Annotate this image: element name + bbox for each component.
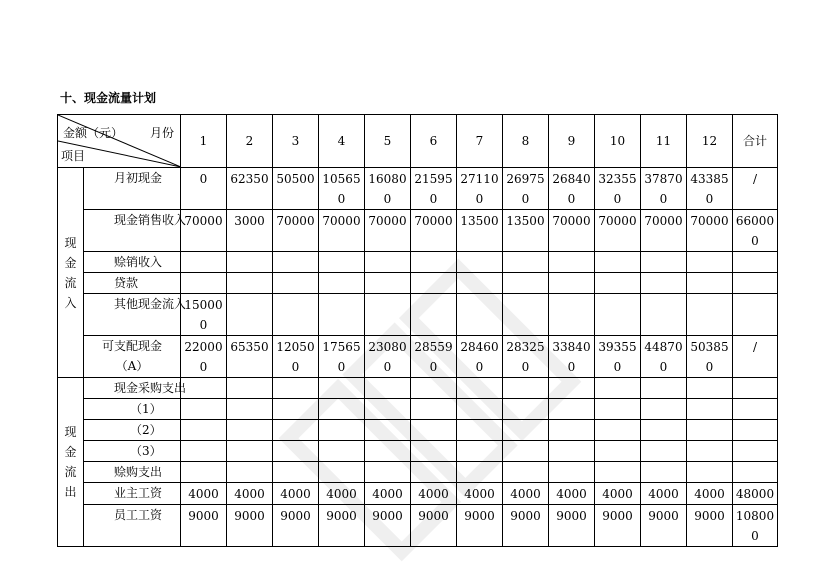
value-cell — [687, 294, 733, 336]
header-row — [58, 115, 778, 168]
table-row — [58, 252, 778, 273]
value-cell: 284600 — [457, 336, 503, 378]
inflow-group-char: 流 — [64, 275, 77, 290]
value-cell: 660000 — [733, 210, 778, 252]
value-cell: 323550 — [595, 168, 641, 210]
value-cell: 4000 — [319, 483, 365, 505]
value-cell — [595, 252, 641, 273]
value-cell — [595, 399, 641, 420]
value-cell: 4000 — [549, 483, 595, 505]
value-cell: 150000 — [181, 294, 227, 336]
row-label-text: 员工工资 — [114, 508, 163, 522]
amount-label: 金额（元） — [63, 126, 124, 140]
month-header-1: 1 — [181, 115, 227, 168]
value-cell — [503, 420, 549, 441]
value-cell — [641, 441, 687, 462]
value-cell — [411, 441, 457, 462]
value-cell: 70000 — [549, 210, 595, 252]
value-cell — [549, 399, 595, 420]
outflow-group-char: 出 — [64, 485, 77, 499]
value-cell — [319, 462, 365, 483]
row-label-text: 现金销售收入 — [114, 213, 187, 227]
outflow-group-char: 现 — [64, 425, 77, 439]
value-cell: 65350 — [227, 336, 273, 378]
value-cell — [181, 273, 227, 294]
row-label — [84, 273, 181, 294]
value-cell: / — [733, 168, 778, 210]
value-cell — [273, 420, 319, 441]
value-cell — [687, 378, 733, 399]
row-label-text: 业主工资 — [114, 486, 163, 500]
value-cell: 9000 — [181, 505, 227, 547]
value-cell: 393550 — [595, 336, 641, 378]
value-cell — [549, 294, 595, 336]
value-cell — [687, 462, 733, 483]
row-label-text: 月初现金 — [114, 171, 163, 185]
value-cell — [503, 294, 549, 336]
value-cell — [733, 378, 778, 399]
value-cell: 230800 — [365, 336, 411, 378]
value-cell — [227, 399, 273, 420]
value-cell — [181, 462, 227, 483]
value-cell: 70000 — [411, 210, 457, 252]
table-row — [58, 399, 778, 420]
value-cell: 48000 — [733, 483, 778, 505]
value-cell: 120500 — [273, 336, 319, 378]
value-cell — [641, 378, 687, 399]
value-cell — [503, 378, 549, 399]
value-cell: 338400 — [549, 336, 595, 378]
value-cell — [319, 273, 365, 294]
row-label — [84, 505, 181, 547]
month-header-5: 5 — [365, 115, 411, 168]
value-cell — [365, 252, 411, 273]
value-cell: 13500 — [503, 210, 549, 252]
value-cell — [411, 252, 457, 273]
value-cell — [365, 399, 411, 420]
row-label-text: （3） — [130, 444, 162, 458]
value-cell — [227, 252, 273, 273]
row-label — [84, 168, 181, 210]
value-cell — [227, 378, 273, 399]
value-cell: 4000 — [641, 483, 687, 505]
value-cell — [273, 378, 319, 399]
value-cell: 9000 — [365, 505, 411, 547]
month-label: 月份 — [149, 126, 174, 140]
table-row — [58, 336, 778, 378]
value-cell — [503, 462, 549, 483]
table-row — [58, 420, 778, 441]
inflow-group-char: 现 — [64, 235, 77, 250]
row-label — [84, 294, 187, 336]
value-cell: 70000 — [595, 210, 641, 252]
value-cell: 4000 — [595, 483, 641, 505]
value-cell: 271100 — [457, 168, 503, 210]
value-cell — [457, 462, 503, 483]
value-cell — [733, 462, 778, 483]
value-cell — [411, 462, 457, 483]
outflow-group-label — [58, 378, 84, 547]
value-cell — [641, 252, 687, 273]
value-cell — [595, 420, 641, 441]
value-cell: 503850 — [687, 336, 733, 378]
value-cell — [181, 441, 227, 462]
cash-flow-table — [57, 114, 778, 547]
row-label — [84, 252, 181, 273]
value-cell — [595, 462, 641, 483]
value-cell — [273, 273, 319, 294]
value-cell — [319, 378, 365, 399]
inflow-group-char: 金 — [64, 255, 77, 270]
row-label — [84, 420, 181, 441]
value-cell — [411, 273, 457, 294]
value-cell: 4000 — [503, 483, 549, 505]
value-cell — [733, 294, 778, 336]
month-header-13: 合计 — [733, 115, 778, 168]
value-cell — [365, 378, 411, 399]
table-row — [58, 378, 778, 399]
value-cell: 9000 — [595, 505, 641, 547]
value-cell: 62350 — [227, 168, 273, 210]
value-cell — [733, 273, 778, 294]
value-cell — [227, 462, 273, 483]
value-cell: 50500 — [273, 168, 319, 210]
month-header-10: 10 — [595, 115, 641, 168]
value-cell — [549, 273, 595, 294]
row-label-text: 现金采购支出 — [114, 381, 187, 395]
value-cell — [457, 420, 503, 441]
value-cell — [319, 399, 365, 420]
row-label — [84, 399, 181, 420]
value-cell — [733, 399, 778, 420]
value-cell: 283250 — [503, 336, 549, 378]
row-label-text: （1） — [130, 402, 162, 416]
value-cell — [595, 378, 641, 399]
row-label — [84, 378, 187, 399]
value-cell — [411, 378, 457, 399]
month-header-6: 6 — [411, 115, 457, 168]
section-title: 十、现金流量计划 — [60, 91, 157, 105]
value-cell — [595, 441, 641, 462]
value-cell — [365, 273, 411, 294]
row-label-text: （2） — [130, 423, 162, 437]
value-cell: 13500 — [457, 210, 503, 252]
value-cell — [595, 294, 641, 336]
value-cell — [641, 399, 687, 420]
value-cell: 9000 — [641, 505, 687, 547]
row-label-text: 贷款 — [114, 276, 139, 290]
value-cell — [365, 420, 411, 441]
value-cell — [411, 399, 457, 420]
value-cell — [595, 273, 641, 294]
table-row — [58, 168, 778, 210]
value-cell — [181, 378, 227, 399]
table-row — [58, 273, 778, 294]
row-label — [84, 441, 181, 462]
value-cell — [733, 420, 778, 441]
value-cell — [273, 252, 319, 273]
value-cell — [549, 420, 595, 441]
value-cell — [365, 462, 411, 483]
value-cell: 268400 — [549, 168, 595, 210]
value-cell — [273, 399, 319, 420]
row-label — [84, 462, 181, 483]
value-cell — [503, 273, 549, 294]
value-cell — [319, 294, 365, 336]
value-cell — [687, 252, 733, 273]
value-cell — [687, 399, 733, 420]
month-header-7: 7 — [457, 115, 503, 168]
row-label-text: 可支配现金 — [101, 339, 162, 353]
item-label: 项目 — [61, 149, 86, 163]
value-cell — [181, 399, 227, 420]
value-cell — [319, 441, 365, 462]
value-cell — [549, 378, 595, 399]
value-cell: 9000 — [457, 505, 503, 547]
value-cell: 105650 — [319, 168, 365, 210]
value-cell: 70000 — [641, 210, 687, 252]
month-header-4: 4 — [319, 115, 365, 168]
value-cell: 4000 — [411, 483, 457, 505]
value-cell: 4000 — [227, 483, 273, 505]
value-cell: 108000 — [733, 505, 778, 547]
value-cell: 220000 — [181, 336, 227, 378]
value-cell — [181, 252, 227, 273]
value-cell: 175650 — [319, 336, 365, 378]
value-cell — [641, 420, 687, 441]
month-header-3: 3 — [273, 115, 319, 168]
value-cell — [273, 294, 319, 336]
value-cell — [457, 399, 503, 420]
month-header-11: 11 — [641, 115, 687, 168]
value-cell — [549, 441, 595, 462]
value-cell: 70000 — [687, 210, 733, 252]
value-cell — [733, 441, 778, 462]
value-cell — [319, 252, 365, 273]
value-cell: 3000 — [227, 210, 273, 252]
value-cell — [641, 273, 687, 294]
value-cell — [411, 294, 457, 336]
month-header-12: 12 — [687, 115, 733, 168]
outflow-group-char: 金 — [64, 445, 77, 459]
value-cell: 9000 — [549, 505, 595, 547]
value-cell — [457, 441, 503, 462]
inflow-group-label — [58, 168, 84, 378]
value-cell — [227, 273, 273, 294]
value-cell — [503, 252, 549, 273]
value-cell: 70000 — [319, 210, 365, 252]
value-cell — [365, 294, 411, 336]
value-cell — [227, 294, 273, 336]
value-cell: 9000 — [503, 505, 549, 547]
value-cell — [733, 252, 778, 273]
month-header-9: 9 — [549, 115, 595, 168]
value-cell: 378700 — [641, 168, 687, 210]
value-cell — [227, 441, 273, 462]
value-cell — [549, 462, 595, 483]
table-row — [58, 441, 778, 462]
value-cell — [319, 420, 365, 441]
value-cell — [641, 462, 687, 483]
value-cell — [687, 273, 733, 294]
table-row — [58, 210, 778, 252]
value-cell: 9000 — [273, 505, 319, 547]
value-cell: 215950 — [411, 168, 457, 210]
table-row — [58, 483, 778, 505]
value-cell — [273, 462, 319, 483]
value-cell — [687, 441, 733, 462]
diagonal-header-cell — [58, 115, 181, 168]
value-cell: 9000 — [227, 505, 273, 547]
row-label-text: 赊销收入 — [114, 255, 163, 269]
value-cell: 4000 — [687, 483, 733, 505]
value-cell: 70000 — [273, 210, 319, 252]
month-header-2: 2 — [227, 115, 273, 168]
value-cell: 4000 — [181, 483, 227, 505]
value-cell: 70000 — [181, 210, 227, 252]
value-cell: 70000 — [365, 210, 411, 252]
table-row — [58, 294, 778, 336]
outflow-group-char: 流 — [64, 465, 77, 479]
value-cell: / — [733, 336, 778, 378]
inflow-group-char: 入 — [64, 295, 77, 310]
row-label-text-2: （A） — [115, 359, 149, 373]
value-cell — [503, 441, 549, 462]
value-cell — [227, 420, 273, 441]
row-label-text: 赊购支出 — [114, 465, 163, 479]
value-cell: 4000 — [457, 483, 503, 505]
value-cell — [687, 420, 733, 441]
value-cell: 448700 — [641, 336, 687, 378]
value-cell: 9000 — [319, 505, 365, 547]
value-cell — [273, 441, 319, 462]
value-cell: 160800 — [365, 168, 411, 210]
row-label — [84, 210, 187, 252]
value-cell — [365, 441, 411, 462]
table-row — [58, 462, 778, 483]
value-cell — [411, 420, 457, 441]
row-label — [84, 336, 181, 378]
value-cell: 4000 — [365, 483, 411, 505]
value-cell: 269750 — [503, 168, 549, 210]
value-cell: 0 — [181, 168, 227, 210]
row-label — [84, 483, 181, 505]
value-cell — [457, 252, 503, 273]
value-cell — [503, 399, 549, 420]
value-cell: 433850 — [687, 168, 733, 210]
value-cell: 285590 — [411, 336, 457, 378]
table-row — [58, 505, 778, 547]
row-label-text: 其他现金流入 — [114, 297, 187, 311]
value-cell — [181, 420, 227, 441]
month-header-8: 8 — [503, 115, 549, 168]
value-cell: 9000 — [411, 505, 457, 547]
value-cell: 4000 — [273, 483, 319, 505]
value-cell — [457, 294, 503, 336]
value-cell — [549, 252, 595, 273]
value-cell: 9000 — [687, 505, 733, 547]
value-cell — [457, 378, 503, 399]
value-cell — [457, 273, 503, 294]
value-cell — [641, 294, 687, 336]
